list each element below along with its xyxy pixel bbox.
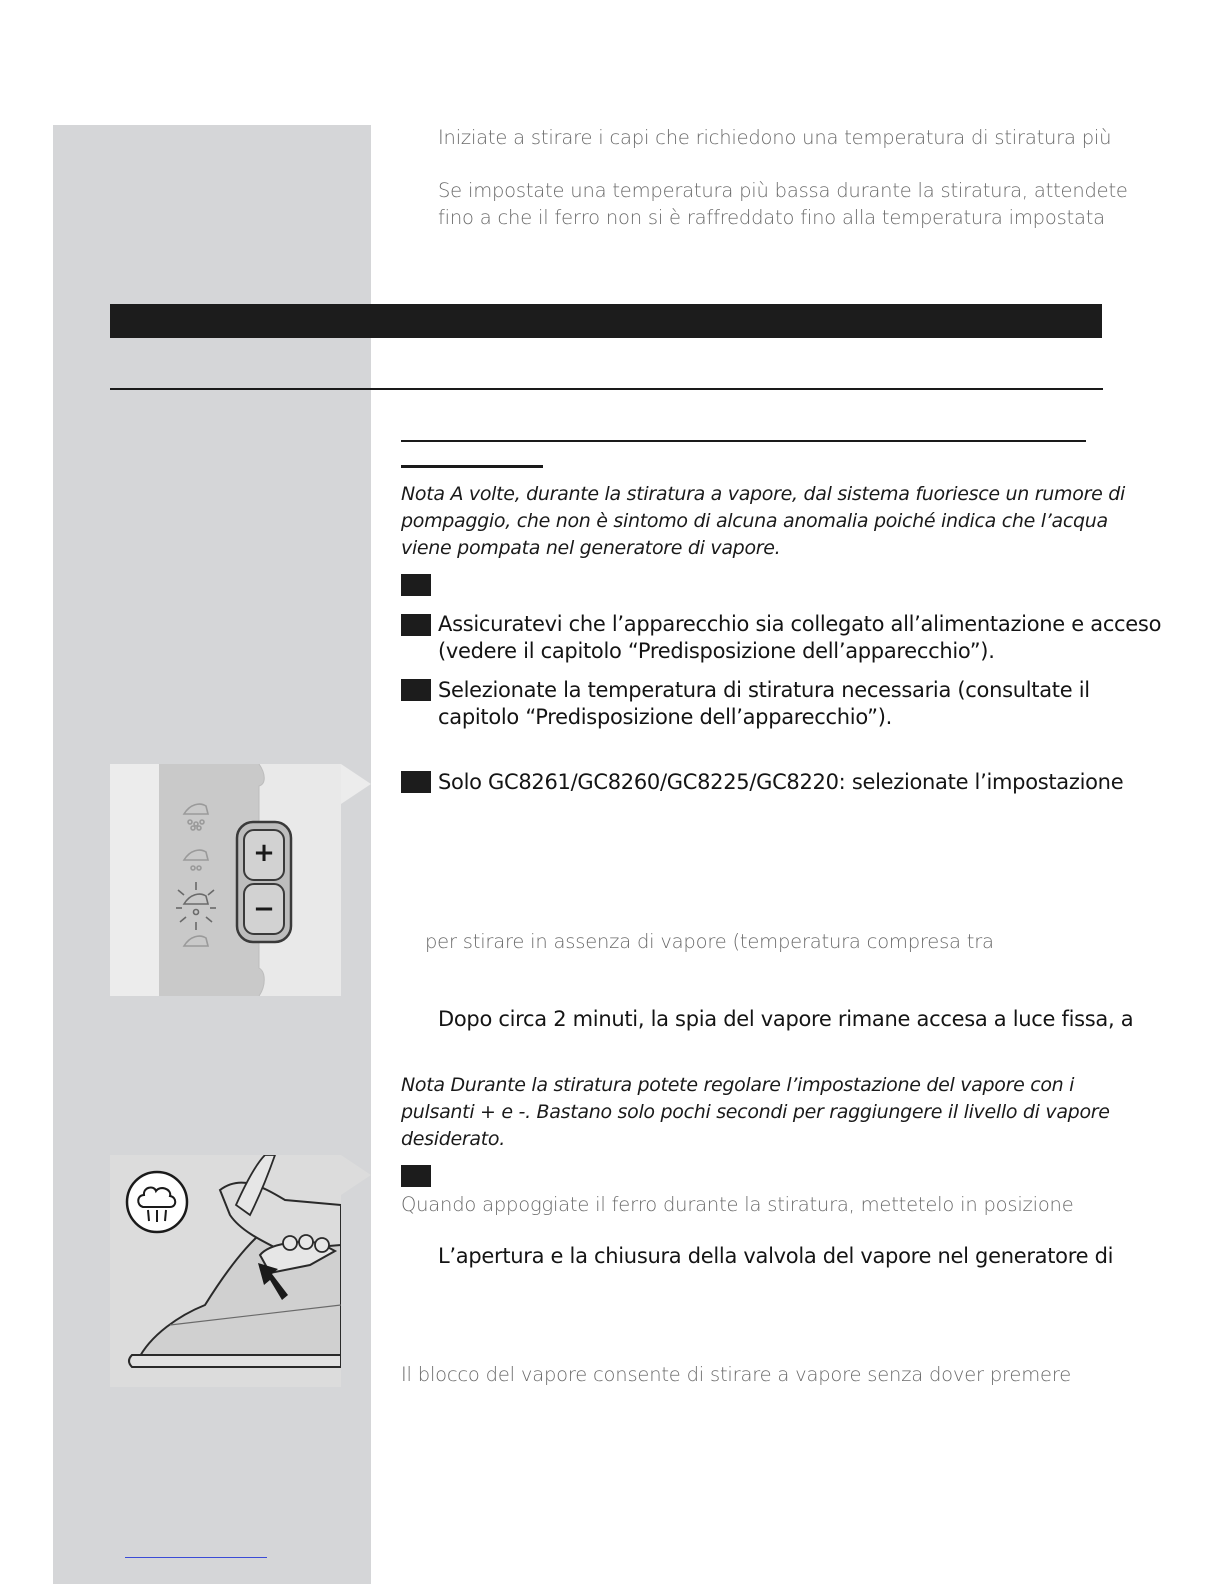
step-4-text: Solo GC8261/GC8260/GC8225/GC8220: selezionate l’impostazione — [438, 770, 1124, 794]
figure-2-pointer — [341, 1155, 371, 1195]
intro-line-2a: Se impostate una temperatura più bassa durante la stiratura, attendete — [438, 179, 1128, 202]
step-4-marker — [401, 771, 431, 793]
after-2-min-text: Dopo circa 2 minuti, la spia del vapore rimane accesa a luce fissa, a — [438, 1007, 1134, 1031]
section-divider — [110, 388, 1103, 390]
note-2-line-3: desiderato. — [401, 1128, 505, 1150]
intro-line-1: Iniziate a stirare i capi che richiedono una temperatura di stiratura più — [438, 126, 1112, 149]
rest-position-text: Quando appoggiate il ferro durante la stiratura, mettetelo in posizione — [401, 1193, 1074, 1216]
steam-lock-text: Il blocco del vapore consente di stirare a vapore senza dover premere — [401, 1363, 1072, 1386]
step-3-line-1: Selezionate la temperatura di stiratura necessaria (consultate il — [438, 678, 1090, 702]
step-2-line-2: (vedere il capitolo “Predisposizione dell’apparecchio”). — [438, 639, 995, 663]
section-header-bar — [110, 304, 1102, 338]
note-marker-line — [401, 465, 543, 468]
figure-1-pointer — [341, 764, 371, 804]
steam-icon — [127, 1172, 187, 1232]
note-1 — [401, 481, 1125, 562]
iron-trigger-illustration — [110, 1155, 341, 1387]
note-2-line-2: pulsanti + e -. Bastano solo pochi secondi per raggiungere il livello di vapore — [401, 1101, 1110, 1123]
control-panel-figure — [110, 764, 341, 996]
step-1-marker — [401, 574, 431, 596]
footer-link-underline[interactable] — [125, 1557, 267, 1558]
step-3-marker — [401, 679, 431, 701]
minus-label: − — [253, 894, 275, 924]
note-2-line-1: Nota Durante la stiratura potete regolare l’impostazione del vapore con i — [401, 1074, 1075, 1096]
note-1-line-1: Nota A volte, durante la stiratura a vapore, dal sistema fuoriesce un rumore di — [401, 483, 1125, 505]
steam-off-text: per stirare in assenza di vapore (temperatura compresa tra — [425, 930, 994, 953]
step-3-line-2: capitolo “Predisposizione dell’apparecchio”). — [438, 705, 892, 729]
step-2-text — [438, 611, 1161, 665]
subsection-divider — [401, 440, 1086, 442]
note-1-line-2: pompaggio, che non è sintomo di alcuna anomalia poiché indica che l’acqua — [401, 510, 1108, 532]
step-3-text — [438, 677, 1090, 731]
step-2-marker — [401, 614, 431, 636]
step-2-line-1: Assicuratevi che l’apparecchio sia collegato all’alimentazione e acceso — [438, 612, 1162, 636]
iron-trigger-figure — [110, 1155, 341, 1387]
plus-label: + — [253, 838, 275, 868]
note-1-line-3: viene pompata nel generatore di vapore. — [401, 537, 781, 559]
note-2 — [401, 1072, 1110, 1153]
intro-line-2b: fino a che il ferro non si è raffreddato fino alla temperatura impostata — [438, 206, 1105, 229]
step-5-marker — [401, 1165, 431, 1187]
valve-text: L’apertura e la chiusura della valvola del vapore nel generatore di — [438, 1244, 1114, 1268]
control-panel-illustration — [110, 764, 341, 996]
